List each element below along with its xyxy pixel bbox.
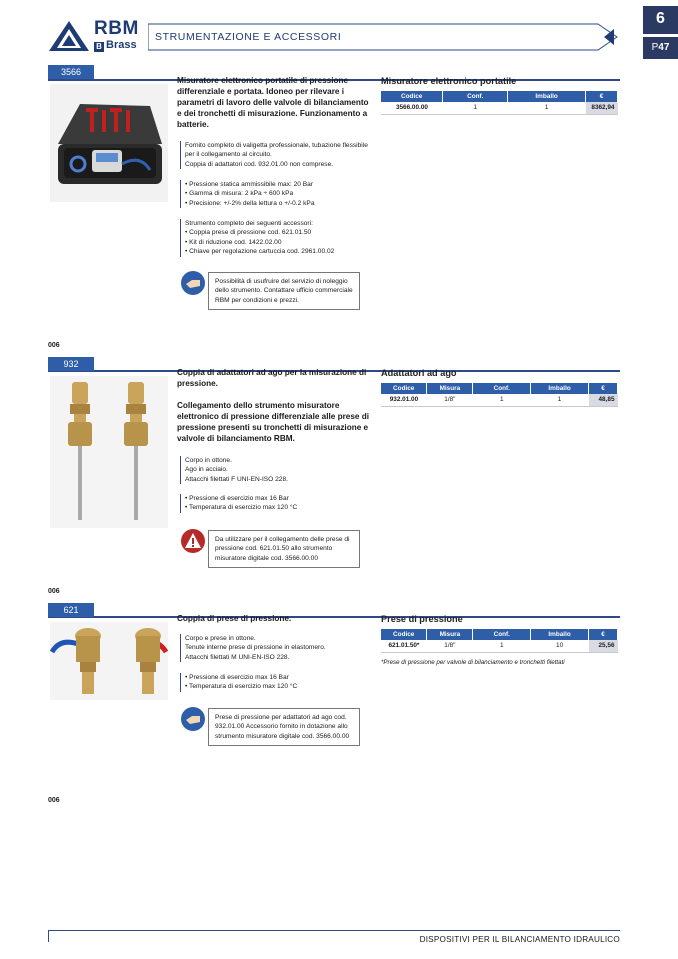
cell-code: 932.01.00 — [381, 394, 427, 406]
table-header: Conf. — [473, 629, 531, 640]
accessory-item: • Chiave per regolazione cartuccia cod. 2961.00.02 — [185, 247, 375, 256]
spec-list — [180, 180, 375, 208]
info-line: Attacchi filettati F UNI-EN-ISO 228. — [185, 475, 288, 483]
meter-case-image — [50, 84, 168, 202]
product-description: Coppia di adattatori ad ago per la misurazione di pressione. — [177, 368, 367, 388]
table-row — [381, 394, 618, 406]
page-number: P47 — [643, 37, 678, 59]
cell-imballo: 1 — [531, 394, 589, 406]
info-block — [180, 141, 375, 169]
spec-list — [180, 673, 375, 692]
table-row — [381, 640, 618, 652]
table-title: Adattatori ad ago — [381, 368, 457, 378]
spec-item: • Precisione: +/-2% della lettura o +/-0.2 kPa — [185, 199, 375, 208]
info-hand-icon — [180, 706, 206, 732]
accessory-item: • Coppia prese di pressione cod. 621.01.50 — [185, 228, 375, 237]
table-header: € — [589, 383, 618, 394]
footer-text: DISPOSITIVI PER IL BILANCIAMENTO IDRAULICO — [419, 935, 620, 944]
cell-conf: 1 — [443, 102, 508, 114]
info-hand-icon — [180, 270, 206, 296]
table-header: € — [586, 91, 618, 102]
table-header: Conf. — [473, 383, 531, 394]
info-block — [180, 456, 375, 484]
spec-item: • Temperatura di esercizio max 120 °C — [185, 503, 375, 512]
spec-list — [180, 494, 375, 513]
accessory-item: • Kit di riduzione cod. 1422.02.00 — [185, 238, 375, 247]
price-table — [381, 383, 618, 407]
price-table — [381, 629, 618, 653]
section-tab-621: 621 — [48, 603, 94, 617]
info-line: Coppia di adattatori cod. 932.01.00 non comprese. — [185, 160, 334, 168]
spec-item: • Temperatura di esercizio max 120 °C — [185, 682, 375, 691]
cell-imballo: 10 — [531, 640, 589, 652]
info-line: Fornito completo di valigetta professionale, tubazione flessibile per il collegamento al circuito. — [185, 142, 368, 159]
section-code: 006 — [48, 342, 60, 349]
logo-triangle-icon — [48, 20, 90, 52]
info-line: Attacchi filettati M UNI-EN-ISO 228. — [185, 653, 290, 661]
cell-misura: 1/8" — [427, 640, 473, 652]
table-title: Prese di pressione — [381, 614, 463, 624]
note-box: Possibilità di usufruire del servizio di noleggio dello strumento. Contattare ufficio commerciale RBM per condizioni e prezzi. — [208, 272, 360, 310]
page-title: STRUMENTAZIONE E ACCESSORI — [155, 31, 342, 43]
spec-item: • Gamma di misura: 2 kPa ÷ 600 kPa — [185, 189, 375, 198]
sub-brand: B Brass — [94, 39, 137, 52]
price-table — [381, 91, 618, 115]
cell-price: 8362,94 — [586, 102, 618, 114]
product-description-detail: Collegamento dello strumento misuratore elettronico di pressione differenziale alle prese di pressione presenti su tronchetti di misurazione e valvole di bilanciamento RBM. — [177, 401, 370, 443]
section-tab-3566: 3566 — [48, 65, 94, 79]
note-box: Prese di pressione per adattatori ad ago cod. 932.01.00 Accessorio fornito in dotazione allo strumento misuratore digitale cod. 3566.00.00 — [208, 708, 360, 746]
note-box: Da utilizzare per il collegamento delle prese di pressione cod. 621.01.50 allo strumento misuratore digitale cod. 3566.00.00 — [208, 530, 360, 568]
warning-icon — [180, 528, 206, 554]
table-header: Misura — [427, 383, 473, 394]
cell-price: 48,85 — [589, 394, 618, 406]
cell-imballo: 1 — [508, 102, 586, 114]
table-header: Codice — [381, 629, 427, 640]
info-line: Tenute interne prese di pressione in elastomero. — [185, 644, 326, 652]
rbm-logo — [48, 18, 148, 54]
info-block — [180, 634, 375, 662]
accessories-list — [180, 219, 375, 257]
table-header: Codice — [381, 383, 427, 394]
table-title: Misuratore elettronico portatile — [381, 76, 517, 86]
info-line: Corpo e prese in ottone. — [185, 635, 256, 642]
table-header: Codice — [381, 91, 443, 102]
footer-tick — [48, 930, 49, 942]
product-description: Coppia di prese di pressione. — [177, 614, 292, 623]
cell-code: 3566.00.00 — [381, 102, 443, 114]
product-description: Misuratore elettronico portatile di pressione differenziale e portata. Idoneo per rilevare i parametri di lavoro delle valvole di bilanciamento e dei tronchetti di misurazione. Funzionamento a batterie. — [177, 76, 369, 129]
table-header: Conf. — [443, 91, 508, 102]
cell-conf: 1 — [473, 394, 531, 406]
cell-price: 25,56 — [589, 640, 618, 652]
info-line: Ago in acciaio. — [185, 466, 228, 474]
table-footnote: *Prese di pressione per valvole di bilanciamento e tronchetti filettati — [381, 659, 565, 666]
brand-name: RBM — [94, 18, 139, 39]
table-header: € — [589, 629, 618, 640]
footer-divider — [48, 930, 620, 931]
chapter-number: 6 — [643, 6, 678, 34]
cell-misura: 1/8" — [427, 394, 473, 406]
spec-item: • Pressione di esercizio max 16 Bar — [185, 673, 375, 682]
section-tab-932: 932 — [48, 357, 94, 371]
table-header: Imballo — [531, 629, 589, 640]
spec-item: • Pressione di esercizio max 16 Bar — [185, 494, 375, 503]
pressure-taps-image — [50, 622, 168, 700]
section-code: 006 — [48, 797, 60, 804]
table-header: Misura — [427, 629, 473, 640]
info-line: Corpo in ottone. — [185, 457, 232, 464]
spec-item: • Pressione statica ammissibile max: 20 Bar — [185, 180, 375, 189]
cell-code: 621.01.50* — [381, 640, 427, 652]
table-header: Imballo — [508, 91, 586, 102]
accessories-title: Strumento completo dei seguenti accessori: — [185, 220, 313, 227]
table-row — [381, 102, 618, 114]
needle-adapters-image — [50, 376, 168, 528]
table-header: Imballo — [531, 383, 589, 394]
section-code: 006 — [48, 588, 60, 595]
cell-conf: 1 — [473, 640, 531, 652]
